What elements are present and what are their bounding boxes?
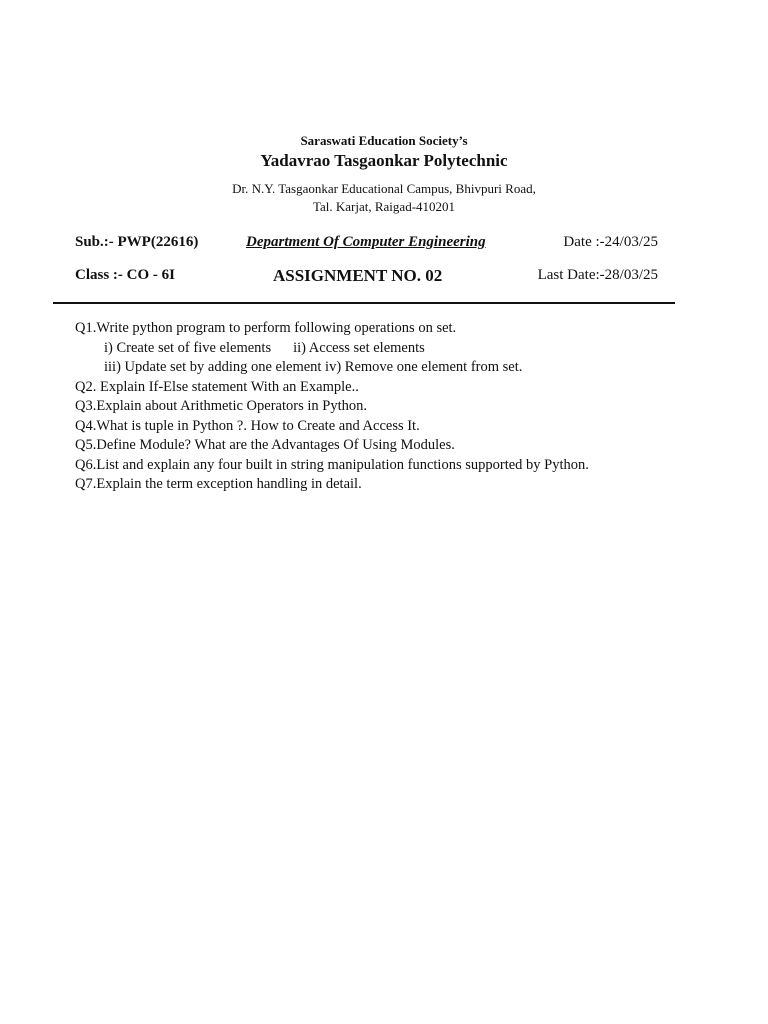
last-date: Last Date:-28/03/25 [537, 267, 658, 283]
question-6: Q6.List and explain any four built in string manipulation functions supported by Python. [75, 456, 589, 473]
header-divider [53, 302, 675, 304]
class-label: Class :- CO - 6I [75, 267, 175, 283]
question-1-sub-ii: ii) Access set elements [293, 339, 425, 356]
question-1: Q1.Write python program to perform following operations on set. [75, 320, 457, 336]
question-4: Q4.What is tuple in Python ?. How to Create and Access It. [75, 417, 420, 434]
question-3: Q3.Explain about Arithmetic Operators in Python. [75, 398, 367, 414]
issue-date: Date :-24/03/25 [563, 234, 658, 250]
address-line-1: Dr. N.Y. Tasgaonkar Educational Campus, Bhivpuri Road, [232, 181, 536, 196]
subject-label: Sub.:- PWP(22616) [75, 234, 199, 250]
question-7: Q7.Explain the term exception handling in detail. [75, 476, 362, 492]
question-1-sub-i: i) Create set of five elements [104, 339, 272, 356]
assignment-number: ASSIGNMENT NO. 02 [273, 266, 443, 285]
address-line-2: Tal. Karjat, Raigad-410201 [312, 199, 456, 214]
question-1-sub-items-3-4: iii) Update set by adding one element iv) Remove one element from set. [104, 359, 523, 375]
college-name: Yadavrao Tasgaonkar Polytechnic [260, 151, 508, 170]
question-list [75, 319, 715, 495]
department-title: Department Of Computer Engineering [246, 234, 486, 250]
question-5: Q5.Define Module? What are the Advantages Of Using Modules. [75, 437, 455, 453]
question-2: Q2. Explain If-Else statement With an Example.. [75, 378, 359, 395]
society-name: Saraswati Education Society’s [300, 133, 468, 148]
question-1-sub-items-1-2 [75, 339, 715, 359]
